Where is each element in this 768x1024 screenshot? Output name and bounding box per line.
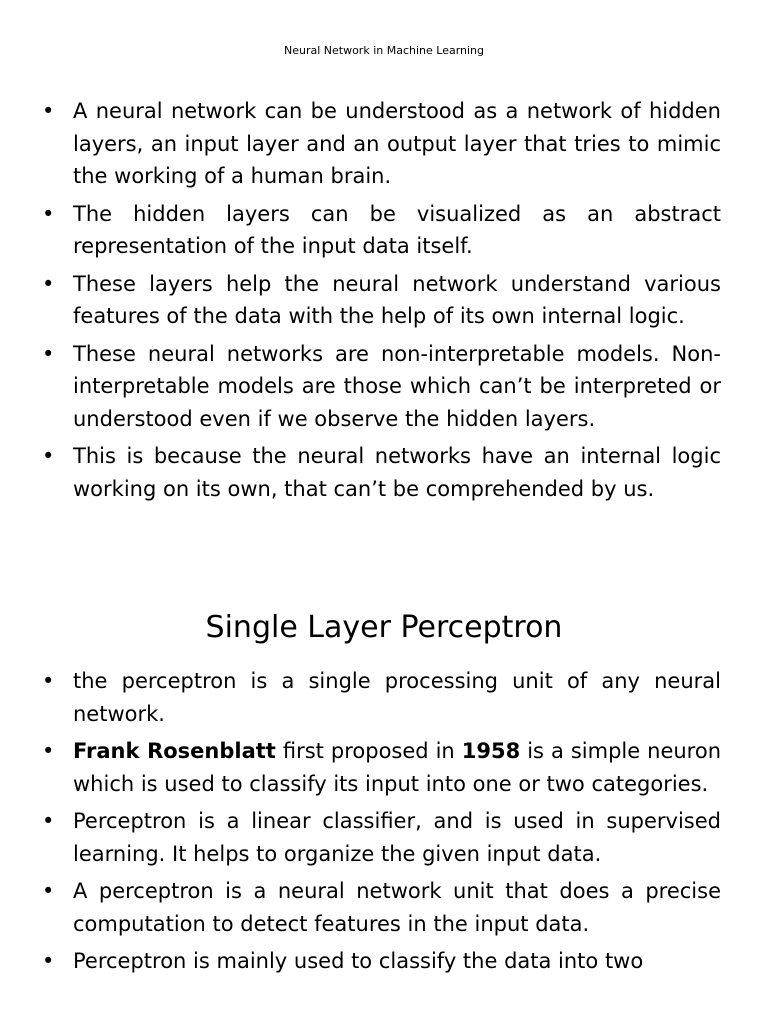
bullet-icon: • [42,949,55,973]
page-header: Neural Network in Machine Learning [283,44,485,57]
list-item [42,440,721,505]
list-item [42,805,721,870]
bullet-icon: • [42,809,55,833]
bullet-icon: • [42,444,55,468]
bullet-text: These layers help the neural network understand various features of the data with the help of its own internal logic. [73,271,721,328]
bullet-icon: • [42,669,55,693]
list-item [42,95,721,193]
bullet-text-part: is a simple neuron which is used to classify its input into one or two categories. [73,739,722,796]
bullet-text: The hidden layers can be visualized as an abstract representation of the input data itself. [73,201,721,258]
bullet-text: the perceptron is a single processing unit of any neural network. [73,669,721,726]
inventor-name: Frank Rosenblatt [73,739,276,763]
bullet-icon: • [42,341,55,366]
neural-network-bullet-list [42,95,721,510]
perceptron-bullet-list [42,665,721,983]
bullet-icon: • [42,879,55,903]
bullet-text: Perceptron is mainly used to classify the data into two [73,949,644,973]
list-item [42,665,721,730]
bullet-icon: • [42,739,55,763]
list-item [42,338,721,436]
bullet-text [73,739,721,796]
bullet-text: A neural network can be understood as a network of hidden layers, an input layer and an output layer that tries to mimic the working of a human brain. [73,99,721,188]
bullet-icon: • [42,201,55,226]
bullet-icon: • [42,99,55,123]
year: 1958 [461,739,521,763]
list-item [42,268,721,333]
bullet-text: Perceptron is a linear classifier, and is used in supervised learning. It helps to organize the given input data. [73,809,721,866]
bullet-text: This is because the neural networks have an internal logic working on its own, that can’t be comprehended by us. [73,444,721,501]
bullet-text-part: first proposed in [275,739,462,763]
list-item [42,198,721,263]
list-item [42,735,721,800]
list-item [42,875,721,940]
bullet-icon: • [42,271,55,296]
section-title: Single Layer Perceptron [205,610,563,645]
bullet-text: These neural networks are non-interpretable models. Non-interpretable models are those which can’t be interpreted or understood even if we observe the hidden layers. [73,341,721,431]
bullet-text: A perceptron is a neural network unit that does a precise computation to detect features in the input data. [73,879,721,936]
list-item [42,945,721,978]
